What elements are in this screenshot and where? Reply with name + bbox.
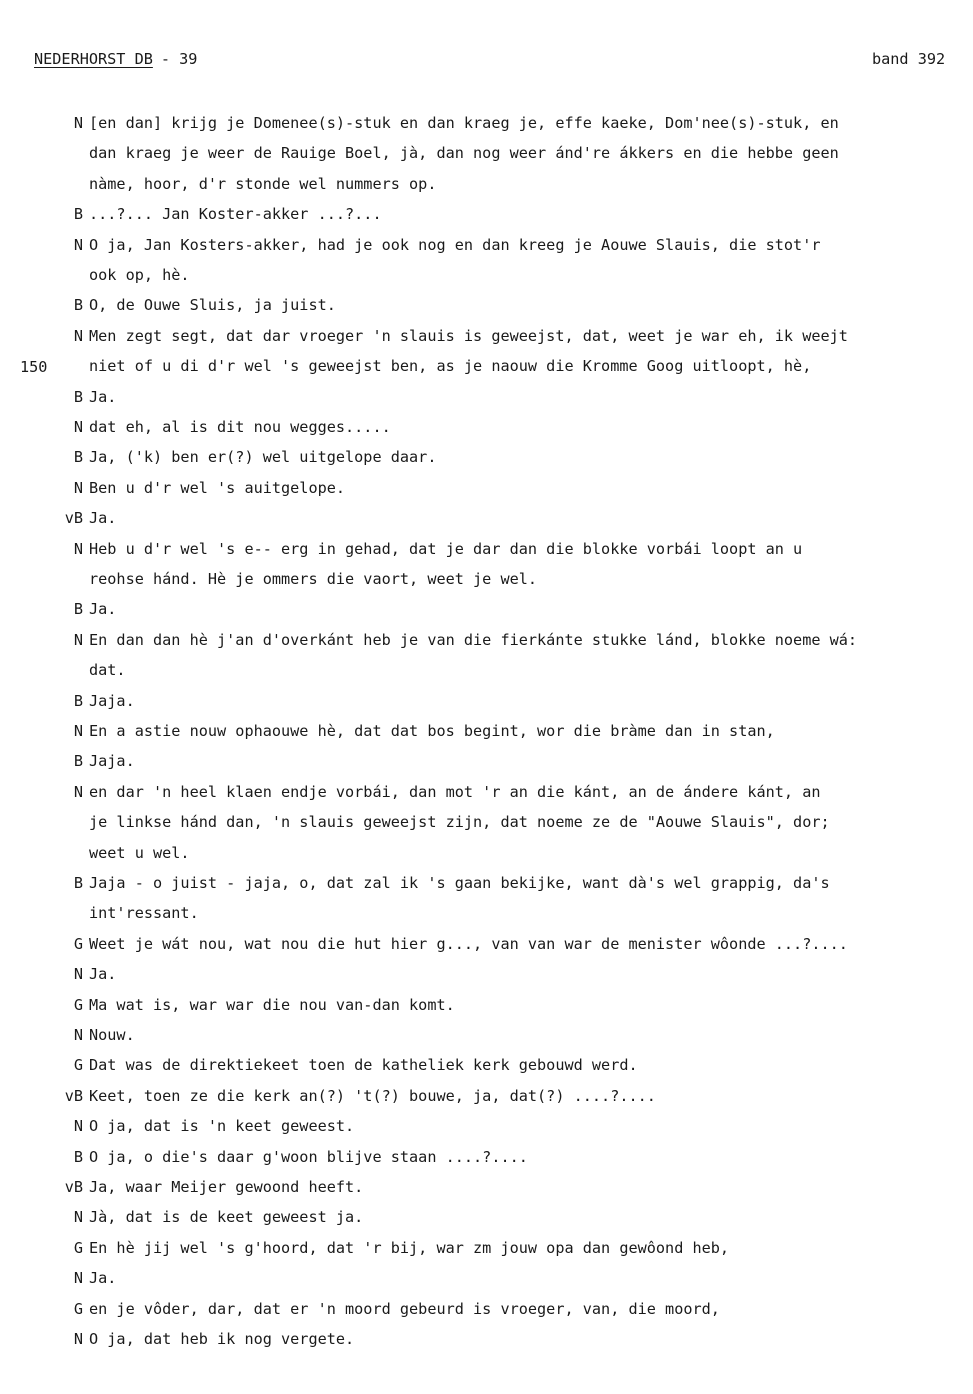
speaker-label: N xyxy=(73,326,83,345)
utterance-line: Jaja. xyxy=(89,752,135,771)
utterance-line: nàme, hoor, d'r stonde wel nummers op. xyxy=(89,174,437,193)
utterance-line: O ja, dat is 'n keet geweest. xyxy=(89,1117,355,1136)
utterance-line: Nouw. xyxy=(89,1026,135,1044)
utterance-line: int'ressant. xyxy=(89,904,199,923)
utterance-line: ...?... Jan Koster-akker ...?... xyxy=(89,205,382,224)
speaker-label: N xyxy=(73,539,83,558)
speaker-label: B xyxy=(73,205,83,224)
utterance-line: Jà, dat is de keet geweest ja. xyxy=(89,1208,364,1227)
utterance-line: dat eh, al is dit nou wegges..... xyxy=(89,418,391,436)
utterance-line: [en dan] krijg je Domenee(s)-stuk en dan kraeg je, effe kaeke, Dom'nee(s)-stuk, en xyxy=(89,114,839,132)
speaker-label: B xyxy=(73,1147,83,1166)
speaker-label: G xyxy=(73,1299,83,1318)
speaker-label: B xyxy=(73,600,83,619)
page-number: - 39 xyxy=(160,50,198,68)
speaker-label: B xyxy=(73,448,83,467)
speaker-label: N xyxy=(73,722,83,740)
utterance-line: O, de Ouwe Sluis, ja juist. xyxy=(89,296,336,315)
utterance-line: En hè jij wel 's g'hoord, dat 'r bij, war zm jouw opa dan gewôond heb, xyxy=(89,1238,730,1257)
speaker-label: B xyxy=(73,296,83,315)
speaker-label: vB xyxy=(64,1178,83,1196)
utterance-line: en je vôder, dar, dat er 'n moord gebeurd is vroeger, van, die moord, xyxy=(89,1299,720,1318)
speaker-label: N xyxy=(73,418,83,436)
utterance-line: Jaja. xyxy=(89,691,135,710)
utterance-line: dat. xyxy=(89,661,126,680)
utterance-line: Ben u d'r wel 's auitgelope. xyxy=(89,478,346,497)
utterance-line: Ma wat is, war war die nou van-dan komt. xyxy=(89,995,455,1014)
utterance-line: Ja, ('k) ben er(?) wel uitgelope daar. xyxy=(89,448,437,467)
utterance-line: Ja, waar Meijer gewoond heeft. xyxy=(89,1178,364,1196)
speaker-label: B xyxy=(73,691,83,710)
utterance-line: Jaja - o juist - jaja, o, dat zal ik 's gaan bekijke, want dà's wel grappig, da's xyxy=(89,874,830,892)
utterance-line: Heb u d'r wel 's e-- erg in gehad, dat je dar dan die blokke vorbái loopt an u xyxy=(89,539,803,558)
utterance-line: O ja, dat heb ik nog vergete. xyxy=(89,1330,355,1348)
speaker-label: N xyxy=(73,1208,83,1227)
speaker-label: B xyxy=(73,387,83,406)
margin-line-number: 150 xyxy=(20,358,48,376)
utterance-line: O ja, o die's daar g'woon blijve staan ....?.... xyxy=(89,1147,528,1166)
utterance-line: reohse hánd. Hè je ommers die vaort, weet je wel. xyxy=(89,570,538,588)
speaker-label: N xyxy=(73,630,83,649)
utterance-line: Ja. xyxy=(89,387,117,406)
utterance-line: en dar 'n heel klaen endje vorbái, dan mot 'r an die kánt, an de ándere kánt, an xyxy=(89,782,821,801)
utterance-line: O ja, Jan Kosters-akker, had je ook nog en dan kreeg je Aouwe Slauis, die stot'r xyxy=(89,235,821,254)
speaker-label: N xyxy=(73,114,83,132)
speaker-label: N xyxy=(73,478,83,497)
utterance-line: Weet je wát nou, wat nou die hut hier g..., van van war de menister wôonde ...?.... xyxy=(89,934,848,953)
speaker-label: N xyxy=(73,235,83,254)
speaker-label: G xyxy=(73,934,83,953)
title-text: NEDERHORST DB xyxy=(34,50,153,68)
speaker-label: B xyxy=(73,874,83,892)
speaker-label: N xyxy=(73,782,83,801)
utterance-line: Ja. xyxy=(89,509,117,528)
speaker-label: N xyxy=(73,1330,83,1348)
speaker-label: G xyxy=(73,1238,83,1257)
speaker-label: G xyxy=(73,1056,83,1075)
utterance-line: Ja. xyxy=(89,965,117,984)
utterance-line: weet u wel. xyxy=(89,843,190,862)
utterance-line: niet of u di d'r wel 's geweejst ben, as je naouw die Kromme Goog uitloopt, hè, xyxy=(89,357,812,376)
utterance-line: En dan dan hè j'an d'overkánt heb je van die fierkánte stukke lánd, blokke noeme wá: xyxy=(89,630,858,649)
utterance-line: dan kraeg je weer de Rauige Boel, jà, dan nog weer ánd're ákkers en die hebbe geen xyxy=(89,144,839,163)
document-title xyxy=(34,50,197,68)
speaker-label: N xyxy=(73,965,83,984)
utterance-line: Ja. xyxy=(89,600,117,619)
speaker-label: N xyxy=(73,1269,83,1288)
utterance-line: je linkse hánd dan, 'n slauis geweejst zijn, dat noeme ze de "Aouwe Slauis", dor; xyxy=(89,813,830,832)
utterance-line: Keet, toen ze die kerk an(?) 't(?) bouwe, ja, dat(?) ....?.... xyxy=(89,1086,656,1105)
speaker-label: G xyxy=(73,995,83,1014)
utterance-line: En a astie nouw ophaouwe hè, dat dat bos begint, wor die bràme dan in stan, xyxy=(89,722,775,740)
utterance-line: ook op, hè. xyxy=(89,266,190,284)
speaker-label: N xyxy=(73,1026,83,1044)
speaker-label: vB xyxy=(64,1086,83,1105)
band-number: band 392 xyxy=(872,50,946,68)
speaker-label: vB xyxy=(64,509,83,528)
utterance-line: Dat was de direktiekeet toen de katheliek kerk gebouwd werd. xyxy=(89,1056,638,1075)
utterance-line: Men zegt segt, dat dar vroeger 'n slauis is geweejst, dat, weet je war eh, ik weejt xyxy=(89,326,848,345)
speaker-label: N xyxy=(73,1117,83,1136)
utterance-line: Ja. xyxy=(89,1269,117,1288)
speaker-label: B xyxy=(73,752,83,771)
